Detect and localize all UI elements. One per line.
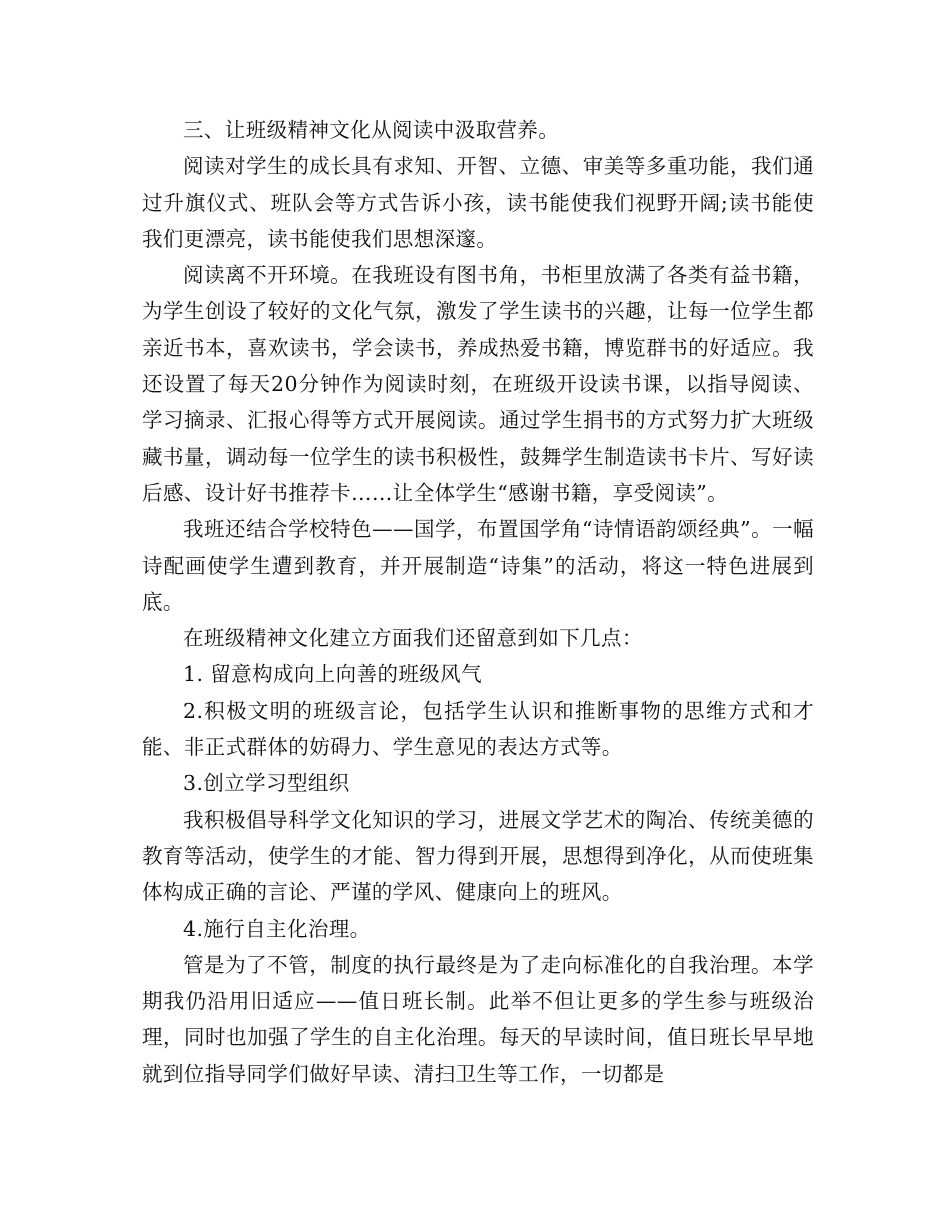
paragraph-reading-environment: 阅读离不开环境。在我班设有图书角，书柜里放满了各类有益书籍，为学生创设了较好的文化气氛，激发了学生读书的兴趣，让每一位学生都亲近书本，喜欢读书，学会读书，养成热爱书籍，博览群书的好适应。我还设置了每天20分钟作为阅读时刻，在班级开设读书课，以指导阅读、学习摘录、汇报心得等方式开展阅读。通过学生捐书的方式努力扩大班级藏书量，调动每一位学生的读书积极性，鼓舞学生制造读书卡片、写好读后感、设计好书推荐卡……让全体学生“感谢书籍，享受阅读”。 (142, 263, 814, 505)
paragraph-learning-organization: 我积极倡导科学文化知识的学习，进展文学艺术的陶冶、传统美德的教育等活动，使学生的才能、智力得到开展，思想得到净化，从而使班集体构成正确的言论、严谨的学风、健康向上的班风。 (142, 807, 814, 905)
list-item-4: 4.施行自主化治理。 (183, 916, 371, 941)
list-item-2: 2.积极文明的班级言论，包括学生认识和推断事物的思维方式和才能、非正式群体的妨碍力、学生意见的表达方式等。 (142, 698, 814, 760)
paragraph-self-management: 管是为了不管，制度的执行最终是为了走向标准化的自我治理。本学期我仍沿用旧适应——值日班长制。此举不但让更多的学生参与班级治理，同时也加强了学生的自主化治理。每天的早读时间，值日班长早早地就到位指导同学们做好早读、清扫卫生等工作，一切都是 (142, 952, 814, 1086)
paragraph-points-intro: 在班级精神文化建立方面我们还留意到如下几点： (183, 626, 643, 651)
list-item-1: 1. 留意构成向上向善的班级风气 (183, 662, 482, 687)
paragraph-school-feature: 我班还结合学校特色——国学，布置国学角“诗情语韵颂经典”。一幅诗配画使学生遭到教育，并开展制造“诗集”的活动，将这一特色进展到底。 (142, 517, 814, 614)
paragraph-reading-functions: 阅读对学生的成长具有求知、开智、立德、审美等多重功能，我们通过升旗仪式、班队会等方式告诉小孩，读书能使我们视野开阔;读书能使我们更漂亮，读书能使我们思想深邃。 (142, 154, 814, 251)
list-item-3: 3.创立学习型组织 (183, 771, 350, 796)
document-body (142, 112, 814, 1092)
section-heading: 三、让班级精神文化从阅读中汲取营养。 (183, 118, 560, 142)
